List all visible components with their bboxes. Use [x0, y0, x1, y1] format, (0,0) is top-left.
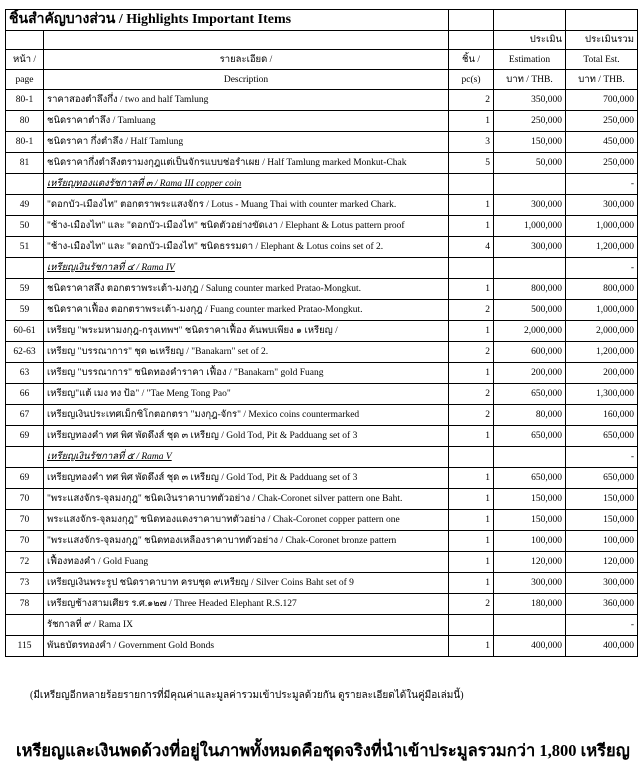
description-cell — [44, 258, 449, 279]
total-cell: 1,000,000 — [566, 216, 638, 237]
qty-cell: 1 — [449, 363, 494, 384]
description-cell: "ช้าง-เมืองไท" และ "ดอกบัว-เมืองไท" ชนิดธรรมดา / Elephant & Lotus coins set of 2. — [44, 237, 449, 258]
estimate-cell: 300,000 — [494, 237, 566, 258]
total-cell: 2,000,000 — [566, 321, 638, 342]
highlights-table — [5, 9, 638, 657]
page-cell — [6, 174, 44, 195]
page-cell: 70 — [6, 510, 44, 531]
estimate-cell: 120,000 — [494, 552, 566, 573]
qty-en-header: pc(s) — [449, 70, 494, 90]
estimate-cell: 650,000 — [494, 384, 566, 405]
table-row — [6, 237, 638, 258]
qty-cell: 1 — [449, 552, 494, 573]
page-header: page — [6, 70, 44, 90]
estimate-cell: 650,000 — [494, 468, 566, 489]
description-cell — [44, 174, 449, 195]
page-cell: 80 — [6, 111, 44, 132]
estimate-cell: 250,000 — [494, 111, 566, 132]
page-cell: 66 — [6, 384, 44, 405]
estimate-cell: 400,000 — [494, 636, 566, 657]
table-row — [6, 594, 638, 615]
total-cell: 1,300,000 — [566, 384, 638, 405]
qty-cell: 2 — [449, 90, 494, 111]
page-cell: 50 — [6, 216, 44, 237]
qty-cell: 2 — [449, 342, 494, 363]
est-unit-header: บาท / THB. — [494, 70, 566, 90]
section-row — [6, 174, 638, 195]
footer-caption: เหรียญและเงินพดด้วงที่อยู่ในภาพทั้งหมดคือชุดจริงที่นำเข้าประมูลรวมกว่า 1,800 เหรียญ — [16, 741, 630, 760]
total-cell: - — [566, 258, 638, 279]
page-cell: 49 — [6, 195, 44, 216]
estimate-cell — [494, 174, 566, 195]
table-row — [6, 468, 638, 489]
qty-cell: 1 — [449, 510, 494, 531]
table-row — [6, 426, 638, 447]
total-cell: 1,200,000 — [566, 237, 638, 258]
total-cell: 1,000,000 — [566, 300, 638, 321]
estimate-cell: 650,000 — [494, 426, 566, 447]
qty-cell: 1 — [449, 216, 494, 237]
total-cell: 120,000 — [566, 552, 638, 573]
table-row — [6, 363, 638, 384]
description-cell: เหรียญเงินพระรูป ชนิดราคาบาท ครบชุด ๙เหรียญ / Silver Coins Baht set of 9 — [44, 573, 449, 594]
description-cell: เหรียญเงินประเทศเม็กซิโกตอกตรา "มงกุฎ-จักร" / Mexico coins countermarked — [44, 405, 449, 426]
qty-cell: 1 — [449, 531, 494, 552]
estimate-cell: 150,000 — [494, 132, 566, 153]
qty-cell: 1 — [449, 573, 494, 594]
estimate-cell: 150,000 — [494, 510, 566, 531]
description-cell: เหรียญ "พระมหามงกุฎ-กรุงเทพฯ" ชนิดราคาเฟื้อง ค้นพบเพียง ๑ เหรียญ / — [44, 321, 449, 342]
page-cell — [6, 258, 44, 279]
qty-cell: 4 — [449, 237, 494, 258]
estimate-cell: 500,000 — [494, 300, 566, 321]
estimate-cell: 200,000 — [494, 363, 566, 384]
page-cell: 73 — [6, 573, 44, 594]
page-cell: 69 — [6, 426, 44, 447]
description-cell: ชนิดราคาตำลึง / Tamluang — [44, 111, 449, 132]
total-cell: 150,000 — [566, 489, 638, 510]
qty-cell: 2 — [449, 384, 494, 405]
section-title: เหรียญเงินรัชกาลที่ ๕ / Rama V — [47, 452, 172, 462]
page-cell: 60-61 — [6, 321, 44, 342]
table-row — [6, 636, 638, 657]
desc-en-header: Description — [44, 70, 449, 90]
table-row — [6, 216, 638, 237]
table-row — [6, 342, 638, 363]
table-row — [6, 153, 638, 174]
section-title: เหรียญทองแดงรัชกาลที่ ๓ / Rama III copper coin — [47, 179, 242, 189]
total-cell: 1,200,000 — [566, 342, 638, 363]
qty-cell: 1 — [449, 468, 494, 489]
table-row — [6, 531, 638, 552]
header-row-top — [6, 31, 638, 50]
qty-cell — [449, 174, 494, 195]
table-row — [6, 489, 638, 510]
description-cell: "ช้าง-เมืองไท" และ "ดอกบัว-เมืองไท" ชนิดตัวอย่างขัดเงา / Elephant & Lotus pattern proof — [44, 216, 449, 237]
page-cell — [6, 615, 44, 636]
page-cell: 72 — [6, 552, 44, 573]
qty-cell: 2 — [449, 594, 494, 615]
lot-header: หน้า / — [6, 50, 44, 70]
qty-cell — [449, 258, 494, 279]
description-cell: เหรียญ "บรรณาการ" ชนิดทองคำราคา เฟื้อง / "Banakarn" gold Fuang — [44, 363, 449, 384]
qty-cell: 1 — [449, 279, 494, 300]
qty-cell — [449, 447, 494, 468]
description-cell: เหรียญ "บรรณาการ" ชุด ๒เหรียญ / "Banakarn" set of 2. — [44, 342, 449, 363]
table-row — [6, 321, 638, 342]
table-row — [6, 132, 638, 153]
estimate-cell: 300,000 — [494, 573, 566, 594]
estimate-cell: 180,000 — [494, 594, 566, 615]
total-cell: - — [566, 615, 638, 636]
description-cell: เฟื้องทองคำ / Gold Fuang — [44, 552, 449, 573]
description-cell: เหรียญช้างสามเศียร ร.ศ.๑๒๗ / Three Headed Elephant R.S.127 — [44, 594, 449, 615]
total-cell: 250,000 — [566, 153, 638, 174]
total-cell: 650,000 — [566, 468, 638, 489]
page-cell: 115 — [6, 636, 44, 657]
page-cell: 59 — [6, 279, 44, 300]
table-row — [6, 279, 638, 300]
total-cell: 200,000 — [566, 363, 638, 384]
estimate-cell: 80,000 — [494, 405, 566, 426]
description-cell: ชนิดราคาเฟื้อง ตอกตราพระเต้า-มงกุฎ / Fuang counter marked Pratao-Mongkut. — [44, 300, 449, 321]
total-cell: 250,000 — [566, 111, 638, 132]
table-row — [6, 552, 638, 573]
total-cell: 800,000 — [566, 279, 638, 300]
estimate-cell: 100,000 — [494, 531, 566, 552]
desc-header: รายละเอียด / — [44, 50, 449, 70]
estimate-cell: 300,000 — [494, 195, 566, 216]
page-cell: 51 — [6, 237, 44, 258]
footnote: (มีเหรียญอีกหลายร้อยรายการที่มีคุณค่าและมูลค่ารวมเข้าประมูลด้วยกัน ดูรายละเอียดได้ในคู่มือเล่มนี้) — [30, 690, 464, 701]
description-cell: "ดอกบัว-เมืองไท" ตอกตราพระแสงจักร / Lotus - Muang Thai with counter marked Chark. — [44, 195, 449, 216]
total-cell: 160,000 — [566, 405, 638, 426]
table-row — [6, 510, 638, 531]
qty-cell: 1 — [449, 195, 494, 216]
estimate-cell — [494, 447, 566, 468]
qty-cell: 2 — [449, 405, 494, 426]
description-cell: ราคาสองตำลึงกึ่ง / two and half Tamlung — [44, 90, 449, 111]
total-cell: - — [566, 447, 638, 468]
estimate-cell: 600,000 — [494, 342, 566, 363]
table-row — [6, 384, 638, 405]
page-cell: 69 — [6, 468, 44, 489]
est-header: Estimation — [494, 50, 566, 70]
page-cell: 80-1 — [6, 90, 44, 111]
total-cell: 400,000 — [566, 636, 638, 657]
table-row — [6, 405, 638, 426]
table-row — [6, 195, 638, 216]
total-cell: 450,000 — [566, 132, 638, 153]
description-cell: "พระแสงจักร-จุลมงกุฎ" ชนิดเงินราคาบาทตัวอย่าง / Chak-Coronet silver pattern one Baht. — [44, 489, 449, 510]
estimate-cell: 800,000 — [494, 279, 566, 300]
description-cell: เหรียญทองคำ ทศ พิศ พัดดึงส์ ชุด ๓ เหรียญ / Gold Tod, Pit & Padduang set of 3 — [44, 426, 449, 447]
page-cell: 59 — [6, 300, 44, 321]
qty-cell: 1 — [449, 321, 494, 342]
total-thai-header: ประเมินรวม — [566, 31, 638, 50]
qty-header: ชิ้น / — [449, 50, 494, 70]
table-row — [6, 90, 638, 111]
description-cell: รัชกาลที่ ๙ / Rama IX — [44, 615, 449, 636]
est-thai-header: ประเมิน — [494, 31, 566, 50]
page-cell: 70 — [6, 531, 44, 552]
description-cell: "พระแสงจักร-จุลมงกุฎ" ชนิดทองเหลืองราคาบาทตัวอย่าง / Chak-Coronet bronze pattern — [44, 531, 449, 552]
total-cell: 650,000 — [566, 426, 638, 447]
qty-cell: 3 — [449, 132, 494, 153]
total-cell: - — [566, 174, 638, 195]
page-cell: 63 — [6, 363, 44, 384]
total-cell: 700,000 — [566, 90, 638, 111]
page-cell: 70 — [6, 489, 44, 510]
total-cell: 300,000 — [566, 195, 638, 216]
description-cell: พระแสงจักร-จุลมงกุฎ" ชนิดทองแดงราคาบาทตัวอย่าง / Chak-Coronet copper pattern one — [44, 510, 449, 531]
section-row — [6, 615, 638, 636]
estimate-cell — [494, 615, 566, 636]
estimate-cell: 50,000 — [494, 153, 566, 174]
description-cell: ชนิดราคา กึ่งตำลึง / Half Tamlung — [44, 132, 449, 153]
section-row — [6, 447, 638, 468]
description-cell: ชนิดราคากึ่งตำลึงตรามงกุฎแต่เป็นจักรแบบช่อรำเผย / Half Tamlung marked Monkut-Chak — [44, 153, 449, 174]
description-cell: พันธบัตรทองคำ / Government Gold Bonds — [44, 636, 449, 657]
estimate-cell: 150,000 — [494, 489, 566, 510]
table-row — [6, 573, 638, 594]
page-cell — [6, 447, 44, 468]
table-row — [6, 111, 638, 132]
total-cell: 100,000 — [566, 531, 638, 552]
total-cell: 300,000 — [566, 573, 638, 594]
qty-cell: 1 — [449, 489, 494, 510]
total-cell: 360,000 — [566, 594, 638, 615]
total-cell: 150,000 — [566, 510, 638, 531]
description-cell: เหรียญ"แต้ เมง ทง ป้อ" / "Tae Meng Tong Pao" — [44, 384, 449, 405]
table-title: ชิ้นสำคัญบางส่วน / Highlights Important Items — [6, 10, 449, 31]
header-row-bottom — [6, 70, 638, 90]
page-cell: 67 — [6, 405, 44, 426]
page-cell: 62-63 — [6, 342, 44, 363]
page-cell: 80-1 — [6, 132, 44, 153]
qty-cell: 2 — [449, 300, 494, 321]
table-row — [6, 300, 638, 321]
page-cell: 78 — [6, 594, 44, 615]
qty-cell — [449, 615, 494, 636]
total-unit-header: บาท / THB. — [566, 70, 638, 90]
qty-cell: 1 — [449, 426, 494, 447]
estimate-cell — [494, 258, 566, 279]
description-cell: เหรียญทองคำ ทศ พิศ พัดดึงส์ ชุด ๓ เหรียญ / Gold Tod, Pit & Padduang set of 3 — [44, 468, 449, 489]
description-cell: ชนิดราคาสลึง ตอกตราพระเต้า-มงกุฎ / Salung counter marked Pratao-Mongkut. — [44, 279, 449, 300]
header-row-mid — [6, 50, 638, 70]
qty-cell: 1 — [449, 636, 494, 657]
estimate-cell: 1,000,000 — [494, 216, 566, 237]
section-title: เหรียญเงินรัชกาลที่ ๔ / Rama IV — [47, 263, 175, 273]
description-cell — [44, 447, 449, 468]
total-header: Total Est. — [566, 50, 638, 70]
estimate-cell: 350,000 — [494, 90, 566, 111]
estimate-cell: 2,000,000 — [494, 321, 566, 342]
section-row — [6, 258, 638, 279]
qty-cell: 1 — [449, 111, 494, 132]
title-row — [6, 10, 638, 31]
page-cell: 81 — [6, 153, 44, 174]
qty-cell: 5 — [449, 153, 494, 174]
